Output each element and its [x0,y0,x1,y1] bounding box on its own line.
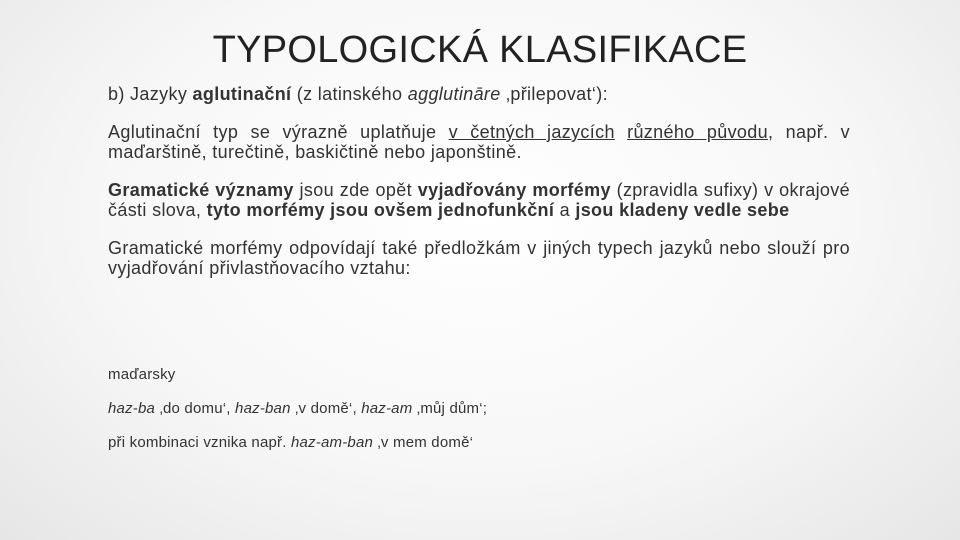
paragraph-morphemes: Gramatické morfémy odpovídají také předložkám v jiných typech jazyků nebo slouží pro vyjadřování přivlastňovacího vztahu: [108,238,850,278]
paragraph-grammatical-meanings [108,180,850,220]
ex2-word-1: haz-am-ban [290,434,374,451]
p3-text-3: a [554,200,576,220]
p2-suffix: , např. v maďarštině, turečtině, baskičtině nebo japonštině. [108,122,850,162]
p3-bold-3: tyto morfémy jsou ovšem jednofunkční [206,200,555,220]
p2-underlined-1: v četných jazycích [448,122,615,142]
paragraph-aglutinacni-definition [108,84,850,104]
p2-prefix: Aglutinační typ se výrazně uplatňuje [108,122,449,142]
ex1-word-1: haz-ba [108,400,156,417]
p3-bold-1: Gramatické významy [108,180,294,200]
p1-suffix: ‚přilepovat‘): [500,84,608,104]
ex1-gloss-3: ‚můj dům‘; [412,400,488,417]
slide-body [108,84,850,278]
p2-mid [615,122,627,142]
slide-title: TYPOLOGICKÁ KLASIFIKACE [212,29,748,71]
example-language-label: maďarsky [108,366,176,383]
p1-prefix: b) Jazyky [108,84,193,104]
p1-mid: (z latinského [291,84,408,104]
p3-bold-2: vyjadřovány morfémy [417,180,611,200]
p3-text-2: (zpravidla sufixy) v okrajové části slova, [108,180,851,220]
ex1-word-2: haz-ban [235,400,291,417]
ex1-gloss-2: ‚v domě‘, [290,400,362,417]
ex2-gloss-1: ‚v mem domě‘ [373,434,474,451]
p2-underlined-2: různého původu [627,122,768,142]
p1-latin-term: agglutināre [407,84,501,104]
ex1-gloss-1: ‚do domu‘, [155,400,236,417]
ex2-text-1: při kombinaci vznika např. [108,434,291,451]
p3-bold-4: jsou kladeny vedle sebe [575,200,790,220]
example-line-2 [108,434,473,452]
ex1-word-3: haz-am [361,400,413,417]
p3-text-1: jsou zde opět [293,180,418,200]
example-line-1 [108,400,487,418]
p1-bold-term: aglutinační [192,84,292,104]
paragraph-usage [108,122,850,162]
